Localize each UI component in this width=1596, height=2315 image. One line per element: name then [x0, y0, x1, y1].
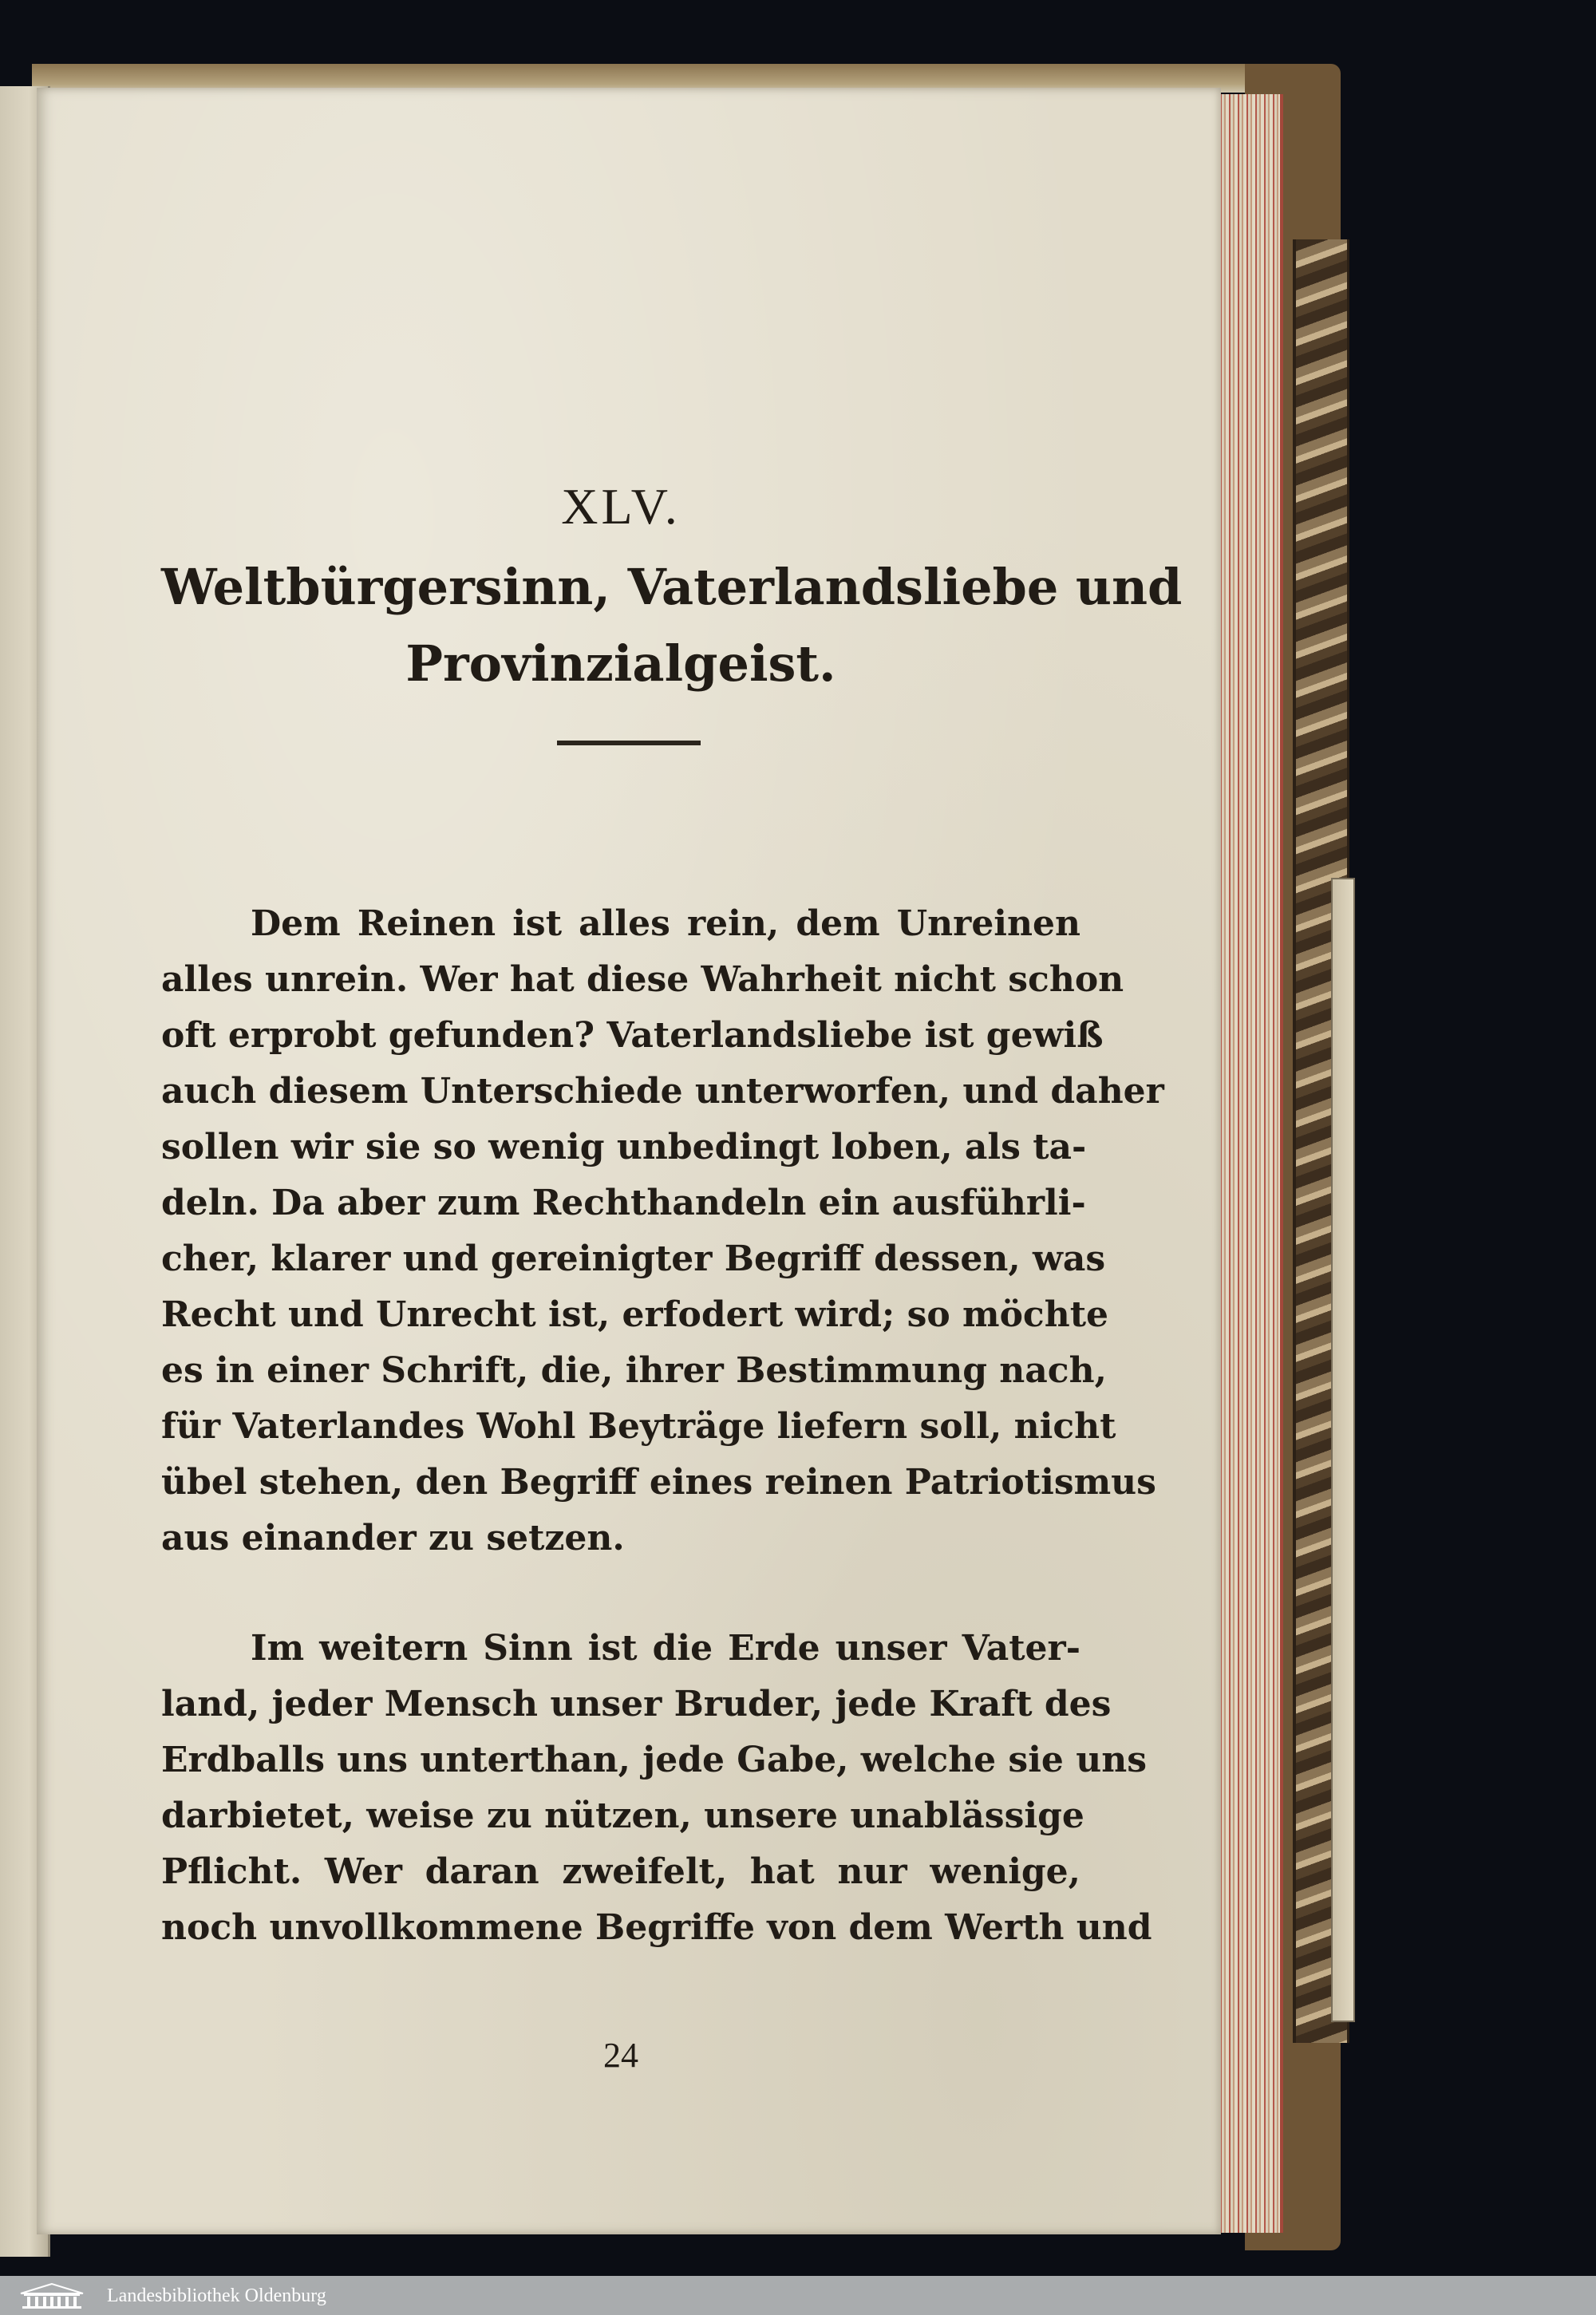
- chapter-title-line-2: Provinzialgeist.: [405, 634, 836, 693]
- text-line: sollen wir sie so wenig unbedingt loben, als ta-: [161, 1127, 1087, 1167]
- text-line: übel stehen, den Begriff eines reinen Patriotismus: [161, 1462, 1156, 1503]
- text-line: Pflicht. Wer daran zweifelt, hat nur wenige,: [161, 1851, 1080, 1892]
- book-page: [37, 88, 1221, 2234]
- text-line: darbietet, weise zu nützen, unsere unablässige: [161, 1796, 1084, 1836]
- title-word: Vaterlandsliebe: [627, 558, 1059, 616]
- text-line: deln. Da aber zum Rechthandeln ein ausführli-: [161, 1183, 1086, 1223]
- text-line: Erdballs uns unterthan, jede Gabe, welche sie uns: [161, 1740, 1147, 1780]
- text-line: auch diesem Unterschiede unterworfen, und daher: [161, 1071, 1164, 1112]
- chapter-number: XLV.: [561, 478, 681, 535]
- page-number: 24: [603, 2036, 638, 2075]
- text-line: aus einander zu setzen.: [161, 1518, 625, 1558]
- text-line: oft erprobt gefunden? Vaterlandsliebe ist gewiß: [161, 1015, 1104, 1056]
- text-line: für Vaterlandes Wohl Beyträge liefern soll, nicht: [161, 1406, 1116, 1447]
- footer-bar: [0, 2276, 1596, 2315]
- chapter-title-line-1: [161, 555, 1183, 619]
- title-word: Weltbürgersinn,: [161, 558, 610, 616]
- page-edges: [1213, 94, 1283, 2233]
- text-line: Recht und Unrecht ist, erfodert wird; so möchte: [161, 1294, 1109, 1335]
- library-name: Landesbibliothek Oldenburg: [107, 2285, 326, 2306]
- text-line: alles unrein. Wer hat diese Wahrheit nicht schon: [161, 959, 1124, 1000]
- text-line: land, jeder Mensch unser Bruder, jede Kraft des: [161, 1684, 1112, 1724]
- text-line: noch unvollkommene Begriffe von dem Werth und: [161, 1907, 1152, 1948]
- text-line: cher, klarer und gereinigter Begriff dessen, was: [161, 1238, 1106, 1279]
- title-word: und: [1075, 558, 1183, 616]
- text-line: es in einer Schrift, die, ihrer Bestimmung nach,: [161, 1350, 1107, 1391]
- page-tab-strip: [1331, 878, 1355, 2022]
- text-line: Dem Reinen ist alles rein, dem Unreinen: [251, 903, 1080, 944]
- text-line: Im weitern Sinn ist die Erde unser Vater-: [251, 1628, 1080, 1669]
- title-divider: [557, 741, 701, 745]
- library-building-icon: [18, 2282, 86, 2309]
